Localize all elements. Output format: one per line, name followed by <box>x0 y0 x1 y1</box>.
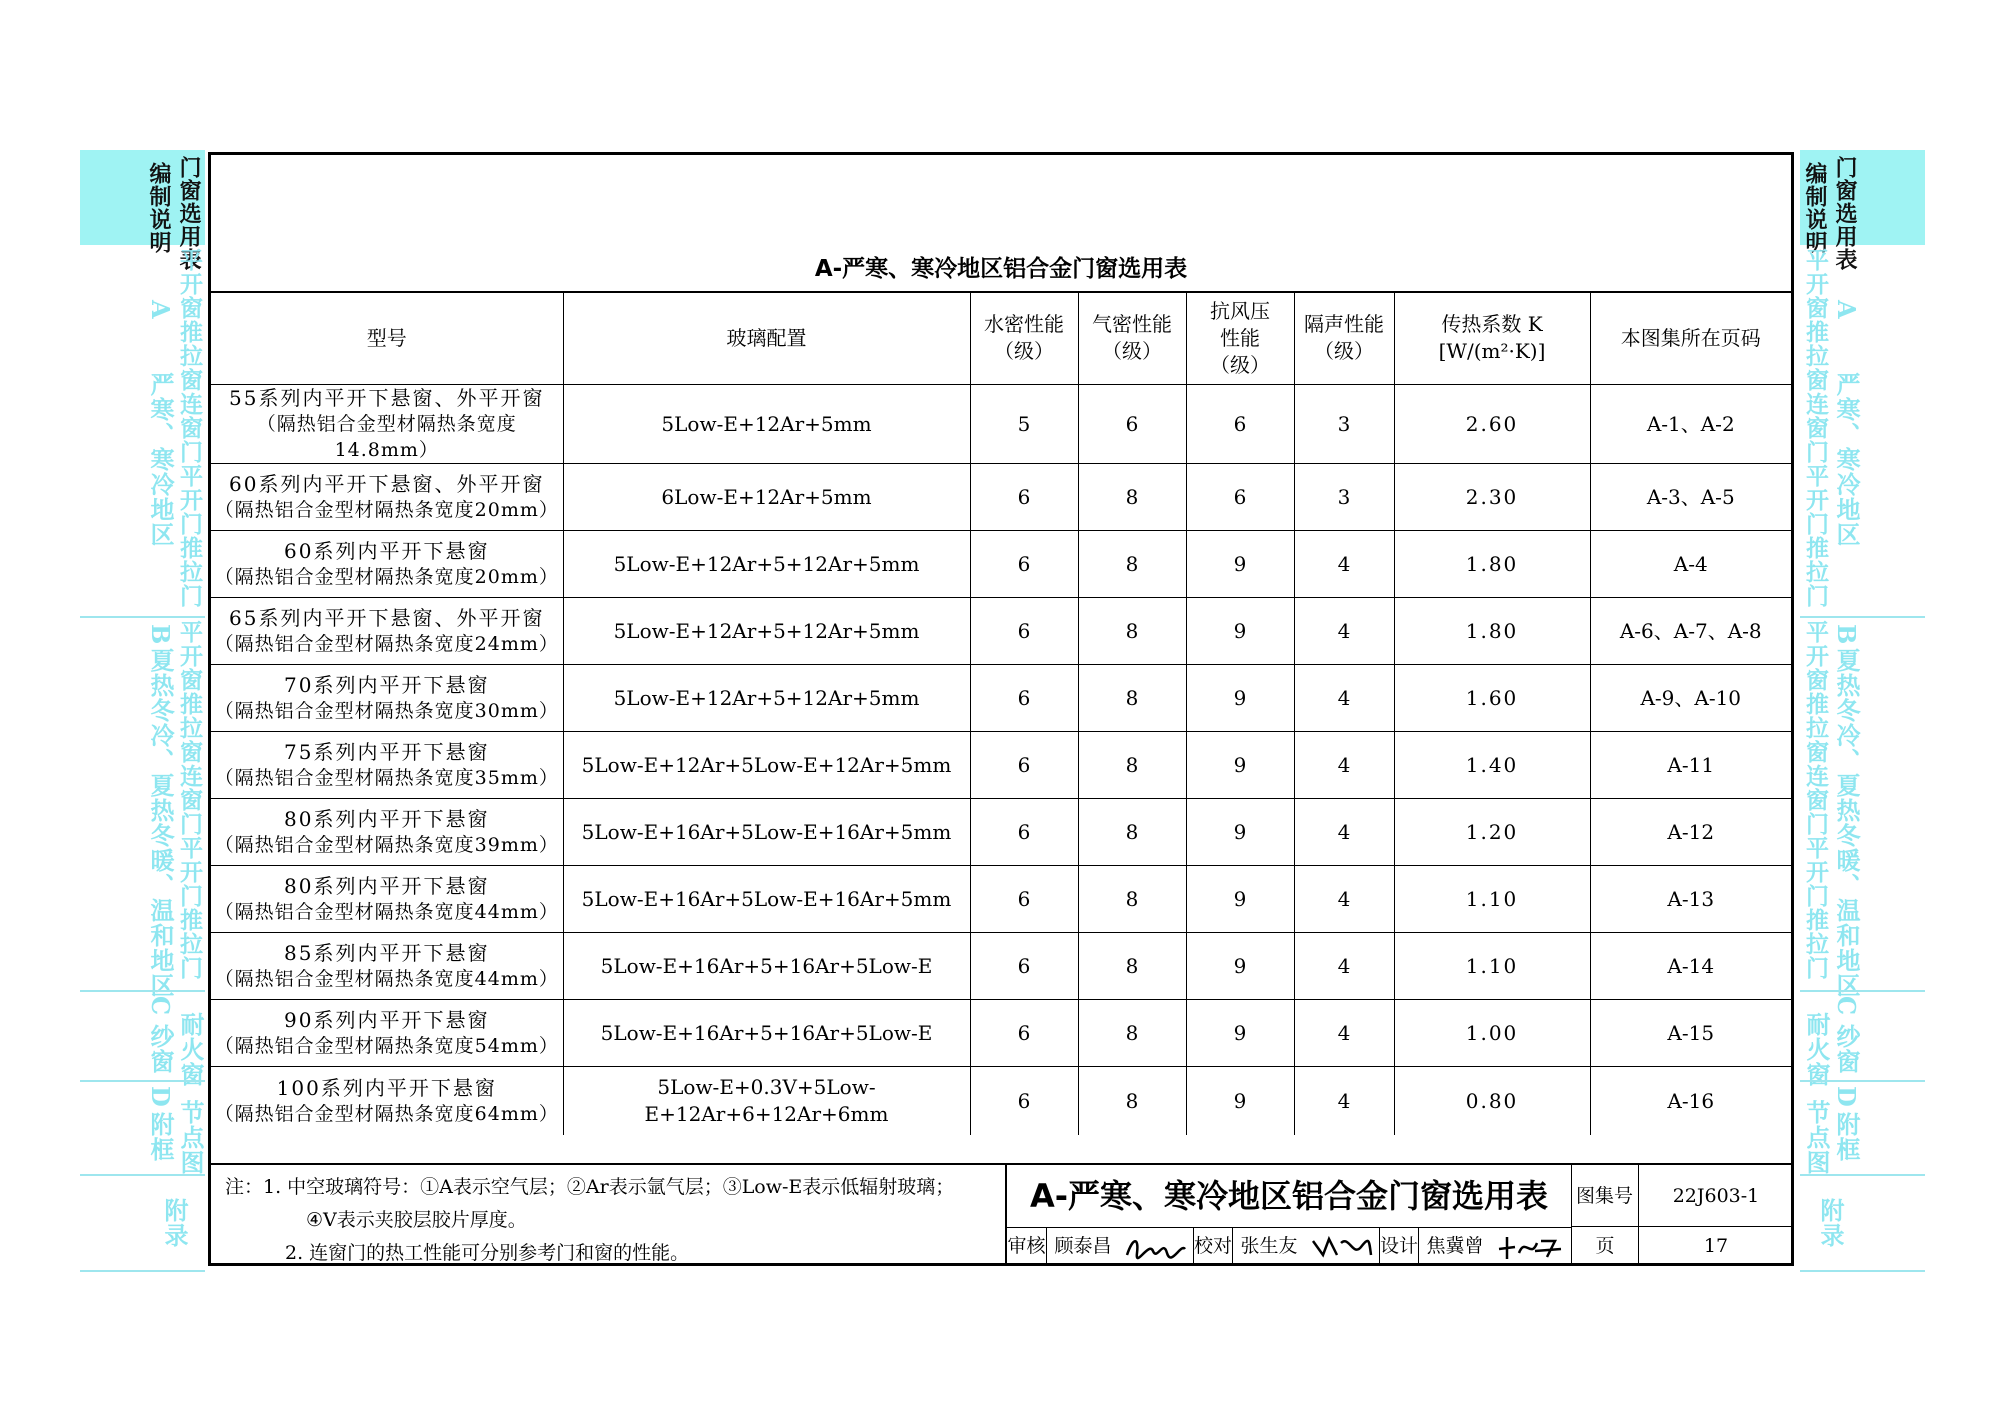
cell-page: A-15 <box>1590 1000 1791 1067</box>
cell-model <box>211 598 563 665</box>
model-spec: （隔热铝合金型材隔热条宽度35mm） <box>214 766 559 789</box>
header-heat: 传热系数 K [W/(m²·K)] <box>1394 292 1590 385</box>
table-row <box>211 799 1791 866</box>
cell-glass: 5Low-E+16Ar+5Low-E+16Ar+5mm <box>563 866 970 933</box>
cell-air: 8 <box>1078 464 1186 531</box>
cell-water: 6 <box>970 866 1078 933</box>
cell-glass: 5Low-E+12Ar+5Low-E+12Ar+5mm <box>563 732 970 799</box>
cell-wind: 9 <box>1186 598 1294 665</box>
designer-name: 焦冀曾 <box>1426 1235 1484 1257</box>
cell-page: A-4 <box>1590 531 1791 598</box>
model-name: 60系列内平开下悬窗 <box>284 538 490 563</box>
model-name: 100系列内平开下悬窗 <box>276 1075 497 1100</box>
side-divider <box>80 1174 205 1176</box>
side-tab-c-types[interactable]: 耐火窗 <box>176 1012 205 1087</box>
model-name: 90系列内平开下悬窗 <box>284 1007 490 1032</box>
cell-sound: 3 <box>1294 464 1394 531</box>
side-tab-selection[interactable]: 门窗选用表 <box>1832 156 1858 271</box>
cell-wind: 9 <box>1186 866 1294 933</box>
note-line: 注：1. 中空玻璃符号：①A表示空气层；②Ar表示氩气层；③Low-E表示低辐射玻璃； <box>225 1176 955 1198</box>
cell-sound: 3 <box>1294 385 1394 464</box>
cell-k: 2.30 <box>1394 464 1590 531</box>
cell-k: 1.80 <box>1394 531 1590 598</box>
cell-water: 6 <box>970 598 1078 665</box>
side-tab-a-region[interactable]: 严寒、寒冷地区 <box>1832 372 1861 547</box>
cell-air: 8 <box>1078 598 1186 665</box>
cell-water: 6 <box>970 799 1078 866</box>
cell-water: 5 <box>970 385 1078 464</box>
side-tab-appendix[interactable]: 附录 <box>160 1198 189 1248</box>
cell-water: 6 <box>970 732 1078 799</box>
cell-sound: 4 <box>1294 1067 1394 1136</box>
side-tab-a-label[interactable]: A <box>1832 300 1861 320</box>
side-divider <box>1800 1270 1925 1272</box>
cell-air: 6 <box>1078 385 1186 464</box>
cell-k: 1.10 <box>1394 933 1590 1000</box>
side-tab-b-types[interactable]: 平开窗推拉窗连窗门平开门推拉门 <box>1802 620 1829 980</box>
reviewer-signature <box>1123 1233 1189 1266</box>
side-divider <box>80 1270 205 1272</box>
table-header-row <box>211 292 1791 385</box>
table-row <box>211 598 1791 665</box>
cell-k: 1.10 <box>1394 866 1590 933</box>
cell-air: 8 <box>1078 1067 1186 1136</box>
checker-signature <box>1309 1233 1375 1266</box>
check-label: 校对 <box>1193 1227 1233 1265</box>
designer-signature <box>1495 1233 1565 1266</box>
side-tab-b-label[interactable]: B <box>1832 624 1861 646</box>
footer <box>211 1163 1791 1265</box>
title-block <box>1005 1165 1793 1265</box>
table-row <box>211 1067 1791 1136</box>
cell-glass: 5Low-E+12Ar+5mm <box>563 385 970 464</box>
cell-sound: 4 <box>1294 933 1394 1000</box>
model-name: 65系列内平开下悬窗、外平开窗 <box>229 605 545 630</box>
right-side-tabs <box>1800 150 1925 1272</box>
header-page: 本图集所在页码 <box>1590 292 1791 385</box>
side-divider <box>80 1080 205 1082</box>
header-model: 型号 <box>211 292 563 385</box>
table-row <box>211 531 1791 598</box>
side-divider <box>1800 616 1925 618</box>
header-glass: 玻璃配置 <box>563 292 970 385</box>
side-tab-c-label[interactable]: C <box>1832 996 1861 1017</box>
cell-k: 1.20 <box>1394 799 1590 866</box>
table-row <box>211 933 1791 1000</box>
cell-page: A-11 <box>1590 732 1791 799</box>
cell-air: 8 <box>1078 866 1186 933</box>
left-side-tabs <box>80 150 205 1272</box>
cell-page: A-9、A-10 <box>1590 665 1791 732</box>
side-tab-a-region[interactable]: 严寒、寒冷地区 <box>146 372 175 547</box>
cell-sound: 4 <box>1294 1000 1394 1067</box>
side-tab-d-text[interactable]: 附框 <box>1832 1112 1861 1162</box>
side-tab-d-label[interactable]: D <box>1832 1086 1861 1108</box>
cell-water: 6 <box>970 933 1078 1000</box>
table-row <box>211 385 1791 464</box>
note-line: ④V表示夹胶层胶片厚度。 <box>306 1209 527 1231</box>
header-air: 气密性能 （级） <box>1078 292 1186 385</box>
cell-page: A-14 <box>1590 933 1791 1000</box>
selection-table <box>211 291 1791 1135</box>
cell-glass: 6Low-E+12Ar+5mm <box>563 464 970 531</box>
model-spec: （隔热铝合金型材隔热条宽度44mm） <box>214 900 559 923</box>
checker-name: 张生友 <box>1240 1235 1298 1257</box>
cell-model <box>211 866 563 933</box>
cell-sound: 4 <box>1294 799 1394 866</box>
cell-air: 8 <box>1078 933 1186 1000</box>
cell-k: 1.80 <box>1394 598 1590 665</box>
side-tab-b-region[interactable]: 夏热冬冷、夏热冬暖、温和地区 <box>146 648 175 998</box>
model-spec: （隔热铝合金型材隔热条宽度30mm） <box>214 699 559 722</box>
cell-model <box>211 933 563 1000</box>
cell-glass: 5Low-E+12Ar+5+12Ar+5mm <box>563 598 970 665</box>
side-divider <box>1800 1080 1925 1082</box>
cell-model <box>211 464 563 531</box>
cell-water: 6 <box>970 464 1078 531</box>
note-line: 2. 连窗门的热工性能可分别参考门和窗的性能。 <box>285 1242 690 1264</box>
side-tab-a-types[interactable]: 平开窗推拉窗连窗门平开门推拉门 <box>176 248 203 608</box>
cell-air: 8 <box>1078 531 1186 598</box>
cell-model <box>211 665 563 732</box>
cell-wind: 9 <box>1186 1067 1294 1136</box>
cell-air: 8 <box>1078 1000 1186 1067</box>
model-spec: （隔热铝合金型材隔热条宽度39mm） <box>214 833 559 856</box>
cell-wind: 9 <box>1186 799 1294 866</box>
cell-air: 8 <box>1078 665 1186 732</box>
side-tab-a-label[interactable]: A <box>146 300 175 320</box>
model-name: 80系列内平开下悬窗 <box>284 806 490 831</box>
cell-page: A-3、A-5 <box>1590 464 1791 531</box>
cell-wind: 9 <box>1186 732 1294 799</box>
table-title-area <box>211 155 1791 293</box>
cell-air: 8 <box>1078 732 1186 799</box>
drawing-frame <box>208 152 1794 1266</box>
cell-wind: 9 <box>1186 933 1294 1000</box>
table-row <box>211 866 1791 933</box>
side-tab-c-text[interactable]: 纱窗 <box>1832 1024 1861 1074</box>
cell-model <box>211 1000 563 1067</box>
cell-water: 6 <box>970 1067 1078 1136</box>
cell-wind: 6 <box>1186 385 1294 464</box>
model-spec: （隔热铝合金型材隔热条宽度20mm） <box>214 498 559 521</box>
side-divider <box>1800 1174 1925 1176</box>
side-divider <box>80 616 205 618</box>
table-row <box>211 1000 1791 1067</box>
cell-sound: 4 <box>1294 866 1394 933</box>
cell-wind: 9 <box>1186 1000 1294 1067</box>
cell-k: 2.60 <box>1394 385 1590 464</box>
notes <box>225 1171 1025 1270</box>
page-label: 页 <box>1571 1227 1639 1265</box>
cell-water: 6 <box>970 1000 1078 1067</box>
side-tab-d-label[interactable]: D <box>146 1086 175 1108</box>
cell-model <box>211 732 563 799</box>
cell-model <box>211 799 563 866</box>
cell-model <box>211 531 563 598</box>
cell-page: A-13 <box>1590 866 1791 933</box>
cell-wind: 9 <box>1186 531 1294 598</box>
drawing-title: A-严寒、寒冷地区铝合金门窗选用表 <box>1007 1165 1572 1228</box>
side-tab-b-types[interactable]: 平开窗推拉窗连窗门平开门推拉门 <box>176 620 203 980</box>
cell-wind: 6 <box>1186 464 1294 531</box>
side-tab-a-types[interactable]: 平开窗推拉窗连窗门平开门推拉门 <box>1802 248 1829 608</box>
cell-water: 6 <box>970 665 1078 732</box>
model-spec: （隔热铝合金型材隔热条宽度14.8mm） <box>256 413 517 461</box>
atlas-number: 22J603-1 <box>1639 1165 1793 1227</box>
table-title: A-严寒、寒冷地区铝合金门窗选用表 <box>814 256 1188 282</box>
cell-sound: 4 <box>1294 598 1394 665</box>
cell-glass: 5Low-E+12Ar+5+12Ar+5mm <box>563 665 970 732</box>
model-name: 60系列内平开下悬窗、外平开窗 <box>229 471 545 496</box>
model-spec: （隔热铝合金型材隔热条宽度54mm） <box>214 1034 559 1057</box>
header-water: 水密性能 （级） <box>970 292 1078 385</box>
cell-page: A-6、A-7、A-8 <box>1590 598 1791 665</box>
header-wind: 抗风压 性能 （级） <box>1186 292 1294 385</box>
header-sound: 隔声性能 （级） <box>1294 292 1394 385</box>
cell-glass: 5Low-E+0.3V+5Low-E+12Ar+6+12Ar+6mm <box>563 1067 970 1136</box>
side-divider <box>80 990 205 992</box>
cell-sound: 4 <box>1294 665 1394 732</box>
cell-k: 1.60 <box>1394 665 1590 732</box>
design-label: 设计 <box>1379 1227 1419 1265</box>
cell-page: A-12 <box>1590 799 1791 866</box>
cell-glass: 5Low-E+16Ar+5+16Ar+5Low-E <box>563 933 970 1000</box>
review-label: 审核 <box>1007 1227 1047 1265</box>
model-spec: （隔热铝合金型材隔热条宽度20mm） <box>214 565 559 588</box>
side-tab-b-region[interactable]: 夏热冬冷、夏热冬暖、温和地区 <box>1832 648 1861 998</box>
model-name: 85系列内平开下悬窗 <box>284 940 490 965</box>
side-tab-selection[interactable]: 门窗选用表 <box>176 156 202 271</box>
cell-glass: 5Low-E+12Ar+5+12Ar+5mm <box>563 531 970 598</box>
model-name: 75系列内平开下悬窗 <box>284 739 490 764</box>
side-tab-intro[interactable]: 编制说明 <box>1802 162 1828 254</box>
cell-sound: 4 <box>1294 531 1394 598</box>
side-tab-d-types[interactable]: 节点图 <box>176 1100 205 1175</box>
cell-wind: 9 <box>1186 665 1294 732</box>
table-row <box>211 665 1791 732</box>
cell-water: 6 <box>970 531 1078 598</box>
side-tab-b-label[interactable]: B <box>146 624 175 646</box>
side-tab-appendix[interactable]: 附录 <box>1816 1198 1845 1248</box>
cell-air: 8 <box>1078 799 1186 866</box>
cell-k: 1.40 <box>1394 732 1590 799</box>
table-row <box>211 464 1791 531</box>
cell-sound: 4 <box>1294 732 1394 799</box>
cell-model <box>211 1067 563 1136</box>
model-spec: （隔热铝合金型材隔热条宽度64mm） <box>214 1102 559 1125</box>
cell-page: A-1、A-2 <box>1590 385 1791 464</box>
atlas-label: 图集号 <box>1571 1165 1639 1227</box>
table-row <box>211 732 1791 799</box>
model-name: 80系列内平开下悬窗 <box>284 873 490 898</box>
side-tab-c-text[interactable]: 纱窗 <box>146 1024 175 1074</box>
cell-glass: 5Low-E+16Ar+5Low-E+16Ar+5mm <box>563 799 970 866</box>
side-tab-d-types[interactable]: 节点图 <box>1802 1100 1831 1175</box>
cell-k: 1.00 <box>1394 1000 1590 1067</box>
cell-model <box>211 385 563 464</box>
side-divider <box>1800 990 1925 992</box>
cell-glass: 5Low-E+16Ar+5+16Ar+5Low-E <box>563 1000 970 1067</box>
model-spec: （隔热铝合金型材隔热条宽度44mm） <box>214 967 559 990</box>
model-name: 55系列内平开下悬窗、外平开窗 <box>229 386 545 410</box>
reviewer-name: 顾泰昌 <box>1054 1235 1112 1257</box>
model-name: 70系列内平开下悬窗 <box>284 672 490 697</box>
model-spec: （隔热铝合金型材隔热条宽度24mm） <box>214 632 559 655</box>
side-tab-c-label[interactable]: C <box>146 996 175 1017</box>
side-tab-d-text[interactable]: 附框 <box>146 1112 175 1162</box>
table-body <box>211 385 1791 1136</box>
side-tab-intro[interactable]: 编制说明 <box>146 162 172 254</box>
cell-k: 0.80 <box>1394 1067 1590 1136</box>
cell-page: A-16 <box>1590 1067 1791 1136</box>
side-tab-c-types[interactable]: 耐火窗 <box>1802 1012 1831 1087</box>
page-number: 17 <box>1703 1235 1729 1257</box>
